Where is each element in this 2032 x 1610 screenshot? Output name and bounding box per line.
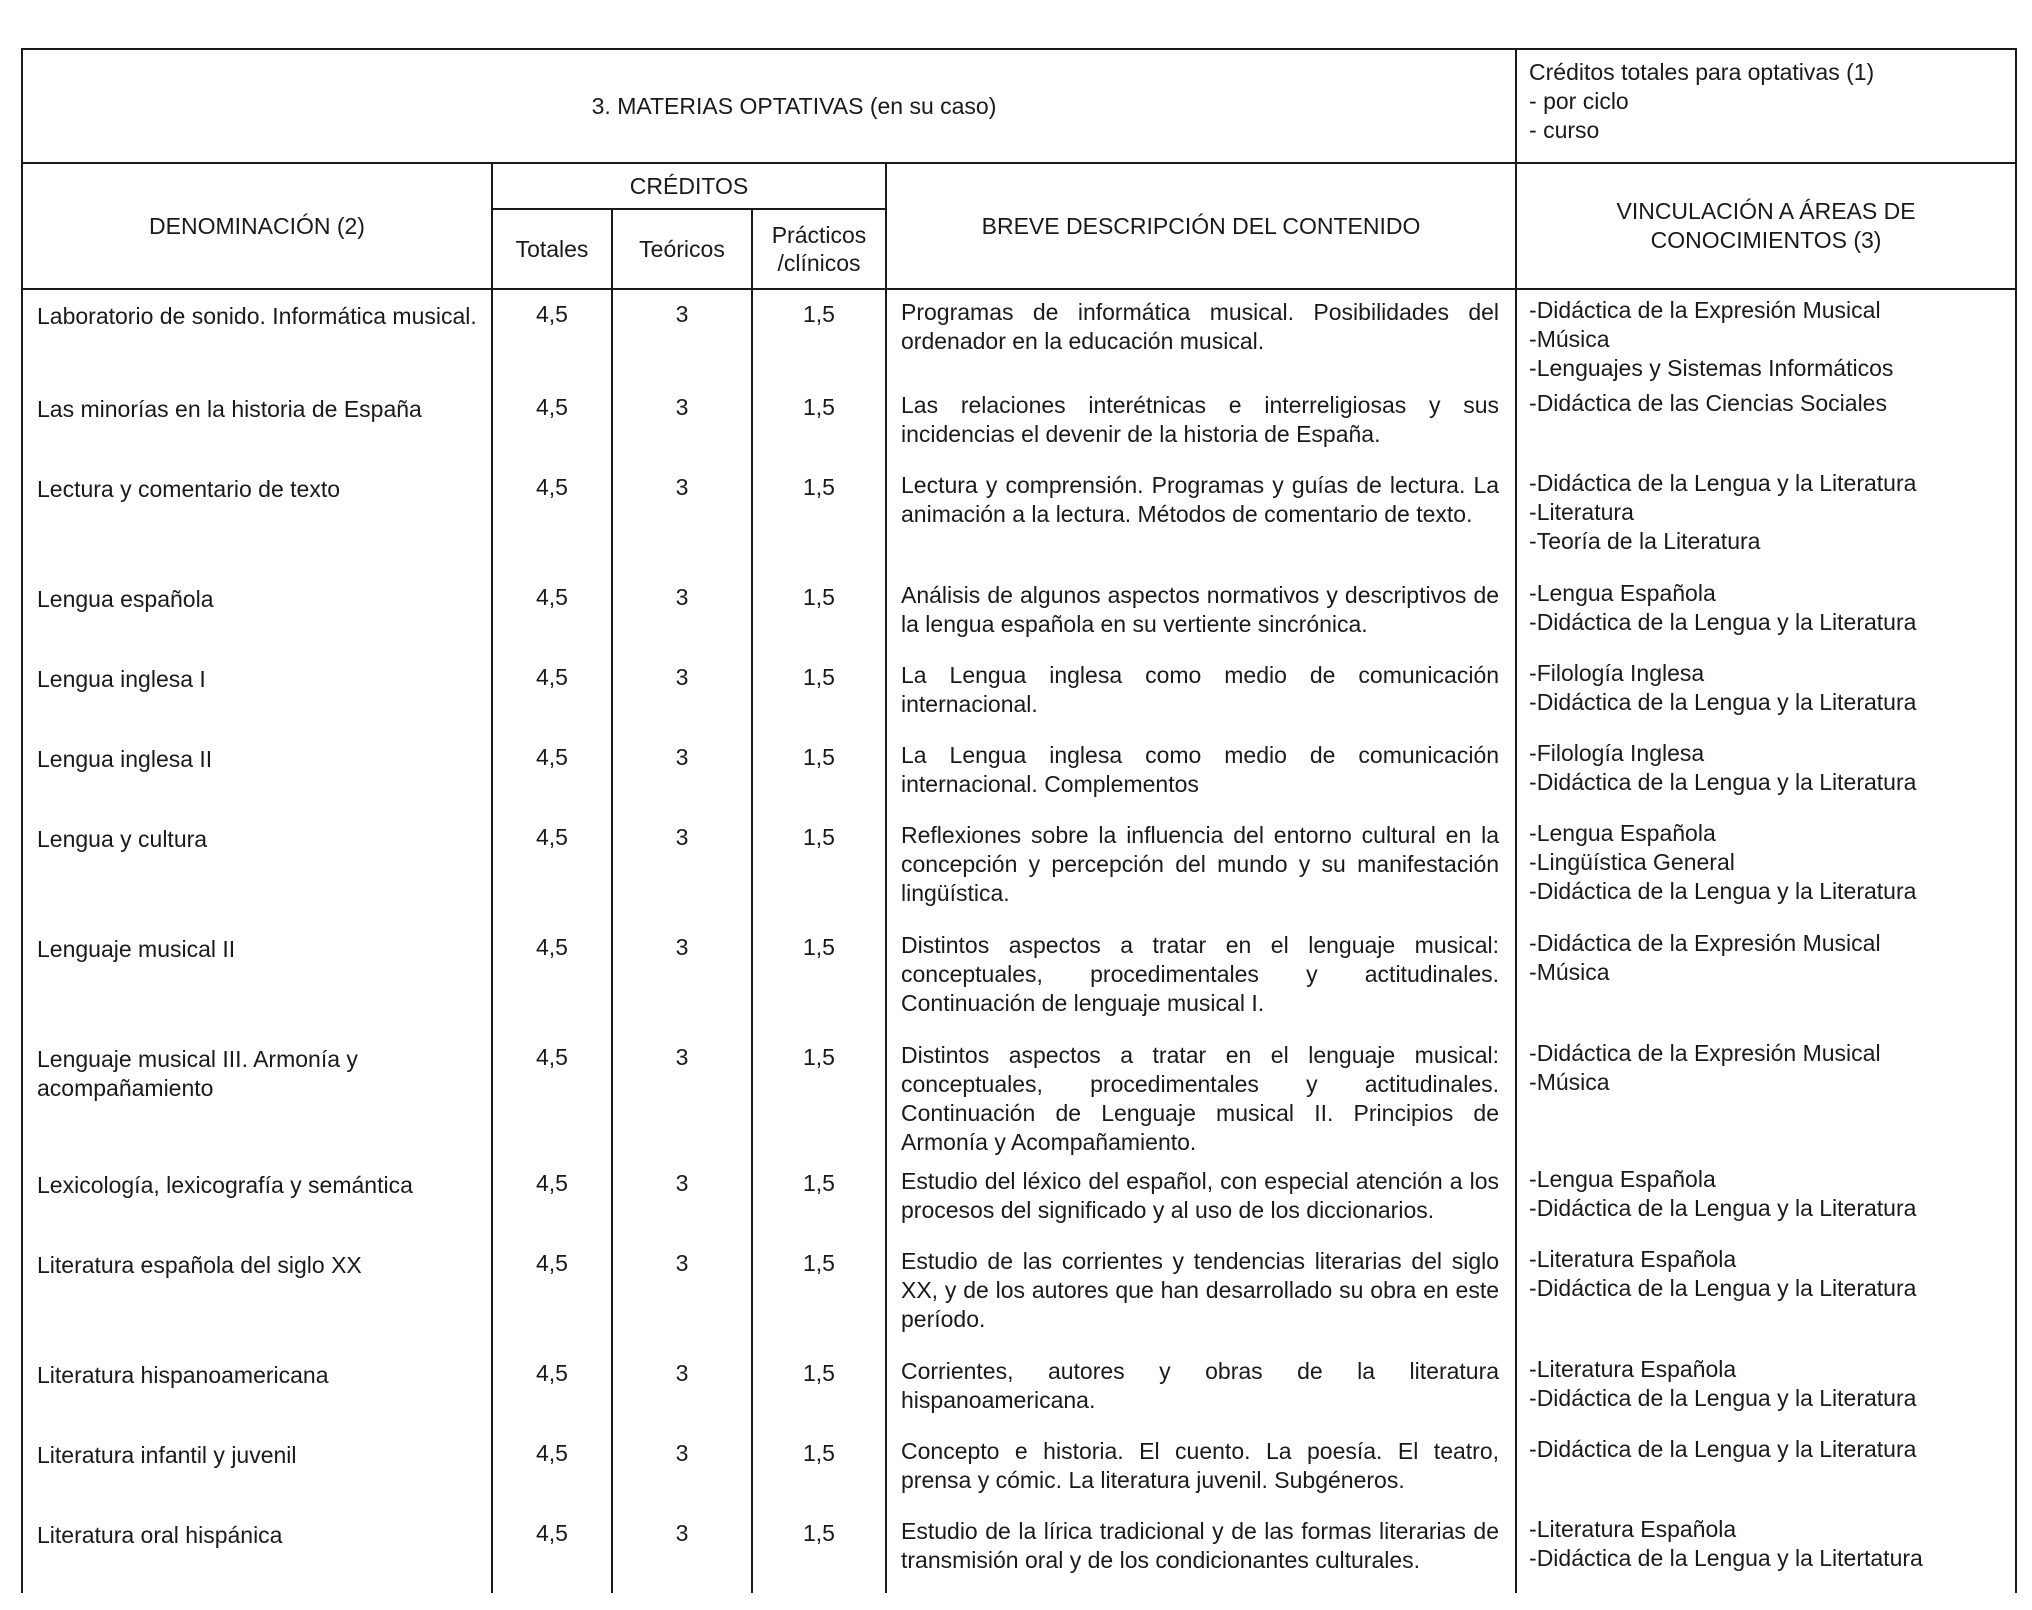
subject-name: Literatura oral hispánica [22,1509,492,1593]
credits-teoricos: 3 [612,289,752,383]
header-denominacion: DENOMINACIÓN (2) [22,163,492,289]
credits-totales: 4,5 [492,813,612,923]
credits-practicos: 1,5 [752,733,886,813]
table-row [22,1509,2016,1593]
subject-description: Estudio del léxico del español, con especial atención a los procesos del significado y al uso de los diccionarios. [886,1159,1516,1239]
credits-totales: 4,5 [492,923,612,1033]
title-row [22,49,2016,163]
credits-practicos: 1,5 [752,463,886,573]
subject-description: Concepto e historia. El cuento. La poesía. El teatro, prensa y cómic. La literatura juvenil. Subgéneros. [886,1429,1516,1509]
knowledge-area-item: -Didáctica de la Expresión Musical [1529,1040,1881,1066]
table-row [22,463,2016,573]
credits-teoricos: 3 [612,1429,752,1509]
credits-practicos: 1,5 [752,813,886,923]
knowledge-area-item: -Didáctica de la Lengua y la Literatura [1529,609,1917,635]
section-title-cell [22,49,1516,163]
subject-name: Lengua inglesa II [22,733,492,813]
knowledge-area-item: -Lengua Española [1529,1166,1716,1192]
knowledge-areas [1516,573,2016,653]
knowledge-area-item: -Literatura Española [1529,1356,1737,1382]
subject-name: Las minorías en la historia de España [22,383,492,463]
knowledge-area-item: -Literatura Española [1529,1246,1737,1272]
header-descripcion: BREVE DESCRIPCIÓN DEL CONTENIDO [886,163,1516,289]
subject-description: Análisis de algunos aspectos normativos y descriptivos de la lengua española en su vertiente sincrónica. [886,573,1516,653]
knowledge-area-item: -Lenguajes y Sistemas Informáticos [1529,355,1894,381]
subject-name: Lectura y comentario de texto [22,463,492,573]
table-row [22,1429,2016,1509]
knowledge-areas [1516,289,2016,383]
subject-name: Lengua y cultura [22,813,492,923]
column-header-row [22,163,2016,209]
knowledge-area-item: -Música [1529,326,1610,352]
knowledge-area-item: -Filología Inglesa [1529,740,1705,766]
subject-name: Laboratorio de sonido. Informática musical. [22,289,492,383]
knowledge-areas [1516,1239,2016,1349]
credits-totales: 4,5 [492,1239,612,1349]
knowledge-area-item: -Didáctica de la Lengua y la Literatura [1529,1436,1917,1462]
total-credits-cell [1516,49,2016,163]
subject-name: Literatura española del siglo XX [22,1239,492,1349]
knowledge-area-item: -Didáctica de la Expresión Musical [1529,930,1881,956]
knowledge-area-item: -Didáctica de la Lengua y la Literatura [1529,878,1917,904]
credits-teoricos: 3 [612,923,752,1033]
header-creditos: CRÉDITOS [492,163,886,209]
knowledge-area-item: -Música [1529,959,1610,985]
credits-teoricos: 3 [612,1239,752,1349]
knowledge-areas [1516,813,2016,923]
credits-teoricos: 3 [612,653,752,733]
knowledge-areas [1516,1509,2016,1593]
subject-description: Reflexiones sobre la influencia del entorno cultural en la concepción y percepción del mundo y su manifestación lingüística. [886,813,1516,923]
credits-practicos: 1,5 [752,383,886,463]
knowledge-area-item: -Filología Inglesa [1529,660,1705,686]
total-credits-per-course: - curso [1529,117,1600,143]
table-row [22,733,2016,813]
subject-name: Lexicología, lexicografía y semántica [22,1159,492,1239]
knowledge-areas [1516,1349,2016,1429]
credits-practicos: 1,5 [752,289,886,383]
subject-name: Lenguaje musical III. Armonía y acompañamiento [22,1033,492,1159]
subject-name: Literatura infantil y juvenil [22,1429,492,1509]
subject-description: Corrientes, autores y obras de la literatura hispanoamericana. [886,1349,1516,1429]
subject-name: Literatura hispanoamericana [22,1349,492,1429]
knowledge-area-item: -Lengua Española [1529,580,1716,606]
credits-teoricos: 3 [612,1349,752,1429]
credits-practicos: 1,5 [752,1509,886,1593]
credits-totales: 4,5 [492,733,612,813]
table-row [22,1239,2016,1349]
credits-teoricos: 3 [612,1159,752,1239]
table-row [22,1159,2016,1239]
credits-totales: 4,5 [492,653,612,733]
knowledge-areas [1516,653,2016,733]
subject-description: Estudio de la lírica tradicional y de las formas literarias de transmisión oral y de los condicionantes culturales. [886,1509,1516,1593]
credits-practicos: 1,5 [752,1239,886,1349]
knowledge-area-item: -Literatura Española [1529,1516,1737,1542]
subject-description: La Lengua inglesa como medio de comunicación internacional. [886,653,1516,733]
credits-practicos: 1,5 [752,923,886,1033]
subject-name: Lenguaje musical II [22,923,492,1033]
total-credits-label: Créditos totales para optativas (1) [1529,59,1875,85]
knowledge-area-item: -Didáctica de la Expresión Musical [1529,297,1881,323]
table-row [22,1349,2016,1429]
knowledge-area-item: -Literatura [1529,499,1634,525]
subject-description: Distintos aspectos a tratar en el lenguaje musical: conceptuales, procedimentales y actitudinales. Continuación de Lenguaje musical II. Principios de Armonía y Acompañamiento. [886,1033,1516,1159]
credits-teoricos: 3 [612,573,752,653]
knowledge-area-item: -Lengua Española [1529,820,1716,846]
credits-totales: 4,5 [492,1033,612,1159]
knowledge-area-item: -Didáctica de la Lengua y la Literatura [1529,1195,1917,1221]
credits-teoricos: 3 [612,733,752,813]
table-row [22,289,2016,383]
credits-totales: 4,5 [492,1349,612,1429]
knowledge-areas [1516,1159,2016,1239]
credits-practicos: 1,5 [752,653,886,733]
knowledge-areas [1516,1429,2016,1509]
subject-description: Estudio de las corrientes y tendencias literarias del siglo XX, y de los autores que han desarrollado su obra en este período. [886,1239,1516,1349]
credits-teoricos: 3 [612,383,752,463]
knowledge-areas [1516,463,2016,573]
subject-description: Distintos aspectos a tratar en el lenguaje musical: conceptuales, procedimentales y actitudinales. Continuación de lenguaje musical I. [886,923,1516,1033]
subject-name: Lengua española [22,573,492,653]
header-teoricos: Teóricos [612,209,752,289]
credits-practicos: 1,5 [752,1429,886,1509]
header-vinculacion: VINCULACIÓN A ÁREAS DE CONOCIMIENTOS (3) [1516,163,2016,289]
credits-practicos: 1,5 [752,1159,886,1239]
table-row [22,653,2016,733]
knowledge-area-item: -Didáctica de la Lengua y la Literatura [1529,689,1917,715]
knowledge-area-item: -Teoría de la Literatura [1529,528,1761,554]
knowledge-area-item: -Didáctica de la Lengua y la Litertatura [1529,1545,1923,1571]
table-row [22,1033,2016,1159]
knowledge-areas [1516,383,2016,463]
section-title: 3. MATERIAS OPTATIVAS (en su caso) [591,92,997,119]
credits-totales: 4,5 [492,383,612,463]
credits-practicos: 1,5 [752,1349,886,1429]
knowledge-area-item: -Música [1529,1069,1610,1095]
credits-totales: 4,5 [492,463,612,573]
table-row [22,383,2016,463]
knowledge-area-item: -Lingüística General [1529,849,1735,875]
subject-description: Las relaciones interétnicas e interreligiosas y sus incidencias el devenir de la historia de España. [886,383,1516,463]
table-row [22,923,2016,1033]
credits-practicos: 1,5 [752,1033,886,1159]
knowledge-areas [1516,1033,2016,1159]
knowledge-area-item: -Didáctica de la Lengua y la Literatura [1529,769,1917,795]
credits-practicos: 1,5 [752,573,886,653]
optional-subjects-table [21,48,2017,1593]
knowledge-area-item: -Didáctica de la Lengua y la Literatura [1529,1385,1917,1411]
knowledge-area-item: -Didáctica de las Ciencias Sociales [1529,390,1887,416]
knowledge-areas [1516,733,2016,813]
knowledge-area-item: -Didáctica de la Lengua y la Literatura [1529,470,1917,496]
credits-totales: 4,5 [492,573,612,653]
credits-totales: 4,5 [492,289,612,383]
credits-totales: 4,5 [492,1429,612,1509]
header-totales: Totales [492,209,612,289]
subject-description: Lectura y comprensión. Programas y guías de lectura. La animación a la lectura. Métodos de comentario de texto. [886,463,1516,573]
subject-name: Lengua inglesa I [22,653,492,733]
subject-description: Programas de informática musical. Posibilidades del ordenador en la educación musical. [886,289,1516,383]
credits-teoricos: 3 [612,463,752,573]
credits-teoricos: 3 [612,813,752,923]
header-practicos: Prácticos /clínicos [752,209,886,289]
credits-totales: 4,5 [492,1159,612,1239]
credits-totales: 4,5 [492,1509,612,1593]
credits-teoricos: 3 [612,1509,752,1593]
table-row [22,813,2016,923]
knowledge-area-item: -Didáctica de la Lengua y la Literatura [1529,1275,1917,1301]
credits-teoricos: 3 [612,1033,752,1159]
total-credits-per-cycle: - por ciclo [1529,88,1629,114]
subject-description: La Lengua inglesa como medio de comunicación internacional. Complementos [886,733,1516,813]
table-row [22,573,2016,653]
knowledge-areas [1516,923,2016,1033]
